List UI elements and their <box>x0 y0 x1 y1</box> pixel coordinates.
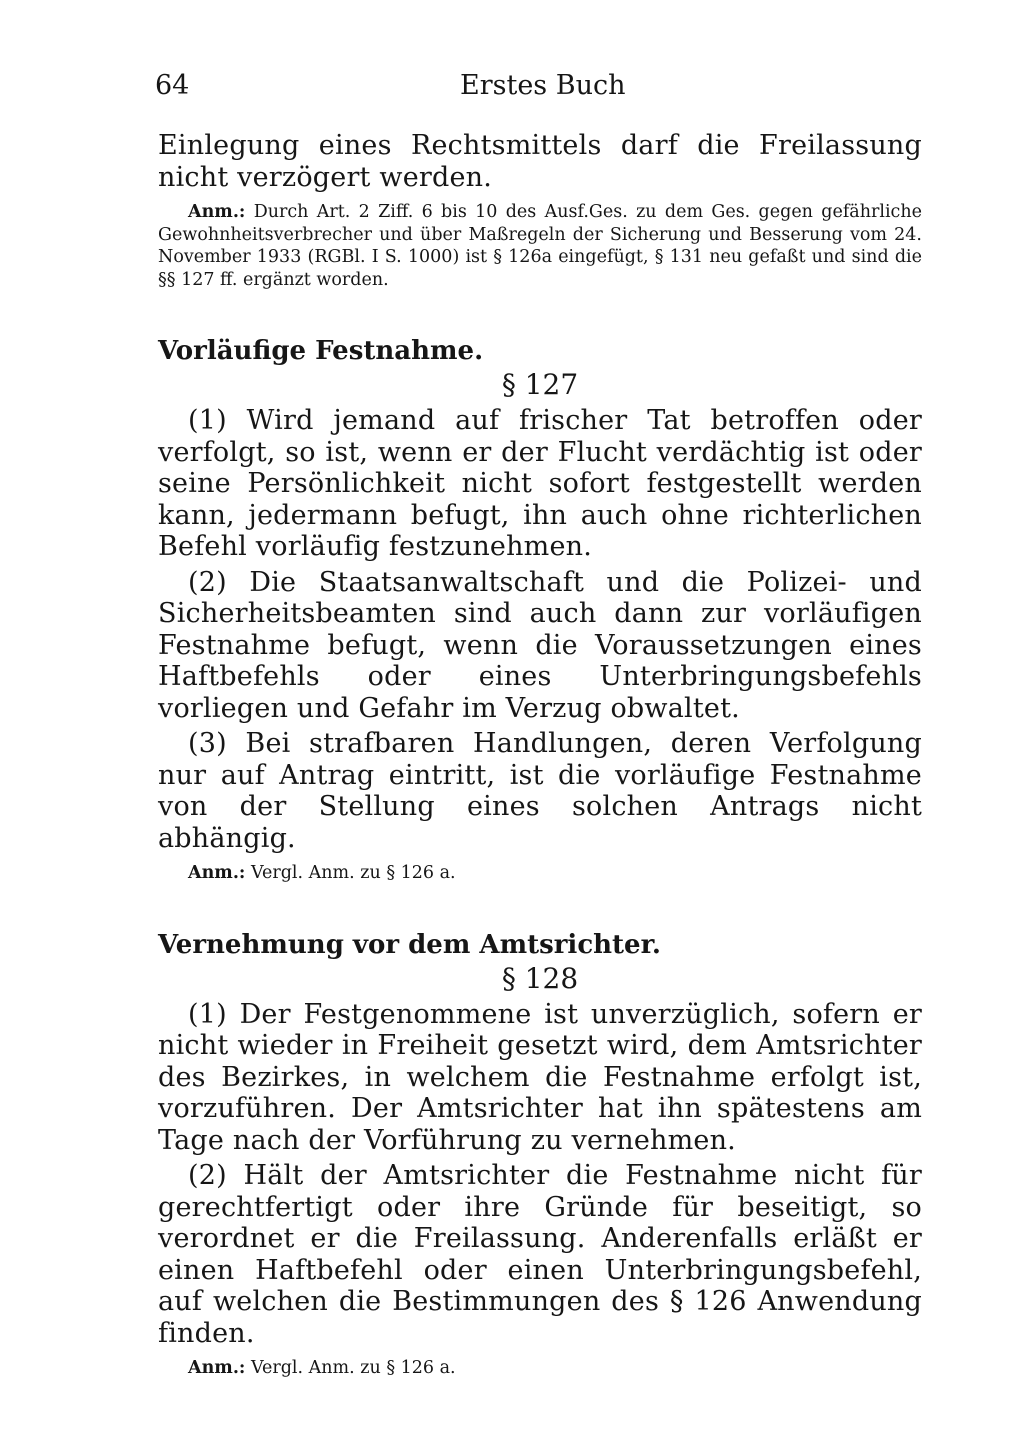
subsection-text: (1) Wird jemand auf frischer Tat betroffen oder verfolgt, so ist, wenn er der Flucht verdächtig ist oder seine Persönlichkeit nicht sofort festgestellt werden kann, jedermann befugt, ihn auch ohne richterlichen Befehl vorläufig festzunehmen. <box>158 405 922 562</box>
subsection-text: (2) Hält der Amtsrichter die Festnahme nicht für gerechtfertigt oder ihre Gründe für beseitigt, so verordnet er die Freilassung. Anderenfalls erläßt er einen Haftbefehl oder einen Unterbringungsbefehl, auf welchen die Bestimmungen des § 126 Anwendung finden. <box>158 1160 922 1349</box>
page-header <box>155 70 925 110</box>
annotation-text: Durch Art. 2 Ziff. 6 bis 10 des Ausf.Ges. zu dem Ges. gegen gefährliche Gewohnheitsverbrecher und über Maßregeln der Sicherung und Besserung vom 24. November 1933 (RGBl. I S. 1000) ist § 126a eingefügt, § 131 neu gefaßt und sind die §§ 127 ff. ergänzt worden. <box>158 202 922 290</box>
page-number: 64 <box>155 70 190 101</box>
subsection-text: (2) Die Staatsanwaltschaft und die Polizei- und Sicherheitsbeamten sind auch dann zur vorläufigen Festnahme befugt, wenn die Voraussetzungen eines Haftbefehls oder eines Unterbringungsbefehls vorliegen und Gefahr im Verzug obwaltet. <box>158 566 922 724</box>
section-heading: Vorläufige Festnahme. <box>158 336 484 366</box>
page-body <box>158 130 922 1380</box>
paragraph-number: § 127 <box>501 368 579 401</box>
annotation-label: Anm.: <box>188 863 246 883</box>
subsection-text: (3) Bei strafbaren Handlungen, deren Verfolgung nur auf Antrag eintritt, ist die vorläufige Festnahme von der Stellung eines solchen Antrags nicht abhängig. <box>158 728 922 854</box>
section-127 <box>158 335 922 885</box>
running-head: Erstes Buch <box>460 70 626 101</box>
annotation-note <box>158 862 922 885</box>
annotation-note <box>158 1357 922 1380</box>
paragraph-number: § 128 <box>501 961 579 995</box>
annotation-text: Vergl. Anm. zu § 126 a. <box>250 1358 456 1378</box>
annotation-text: Vergl. Anm. zu § 126 a. <box>250 863 456 883</box>
annotation-label: Anm.: <box>188 1358 246 1378</box>
annotation-note <box>158 201 922 291</box>
section-128 <box>158 929 922 1380</box>
annotation-label: Anm.: <box>188 202 246 222</box>
continuation-text: Einlegung eines Rechtsmittels darf die Freilassung nicht verzögert werden. <box>158 130 922 193</box>
section-heading: Vernehmung vor dem Amtsrichter. <box>158 929 661 960</box>
subsection-text: (1) Der Festgenommene ist unverzüglich, sofern er nicht wieder in Freiheit gesetzt wird, dem Amtsrichter des Bezirkes, in welchem die Festnahme erfolgt ist, vorzuführen. Der Amtsrichter hat ihn spätestens am Tage nach der Vorführung zu vernehmen. <box>158 998 922 1156</box>
